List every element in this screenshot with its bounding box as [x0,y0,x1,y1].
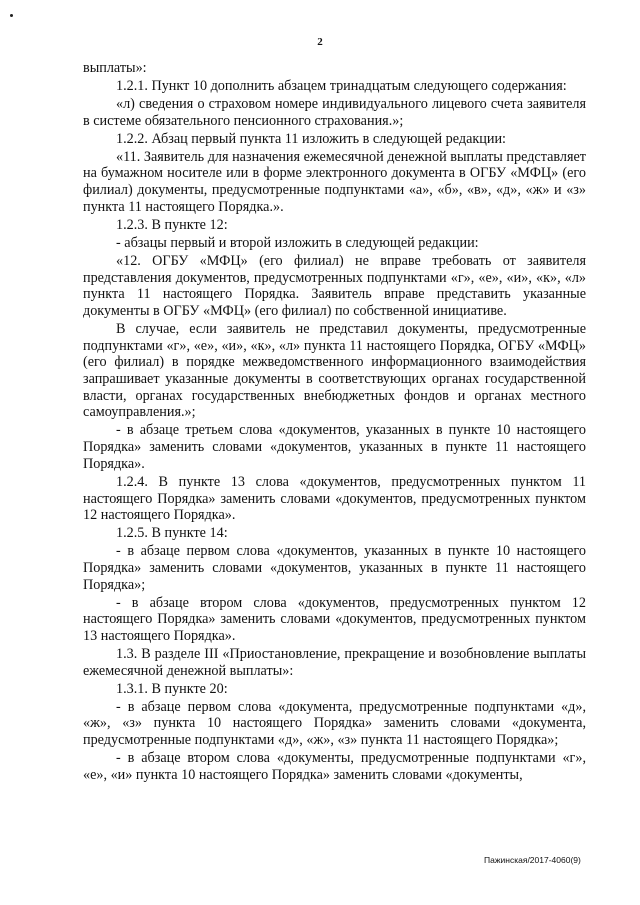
paragraph: 1.3.1. В пункте 20: [116,680,228,697]
paragraph: - в абзаце первом слова «документа, предусмотренные подпунктами «д», «ж», «з» пункта 10 настоящего Порядка» заменить словами «документа, предусмотренные подпунктами «д», «ж», «з» пункта 11 настоящего Порядка»; [83,698,586,749]
paragraph: «л) сведения о страховом номере индивидуального лицевого счета заявителя в системе обязательного пенсионного страхования.»; [83,96,586,129]
paragraph: В случае, если заявитель не представил документы, предусмотренные подпунктами «г», «е», «и», «к», «л» пункта 11 настоящего Порядка, ОГБУ «МФЦ» (его филиал) в порядке межведомственного информационного взаимодействия запрашивает указанные документы в соответствующих органах государственной власти, органах государственных внебюджетных фондов и органах местного самоуправления.»; [83,320,586,421]
paragraph: 1.2.1. Пункт 10 дополнить абзацем тринадцатым следующего содержания: [116,78,567,94]
paragraph: - в абзаце втором слова «документов, предусмотренных пунктом 12 настоящего Порядка» заменить словами «документов, предусмотренных пунктом 13 настоящего Порядка». [83,594,586,645]
paragraph: - в абзаце первом слова «документов, указанных в пункте 10 настоящего Порядка» заменить словами «документов, указанных в пункте 11 настоящего Порядка»; [83,543,586,593]
footer-code: Пажинская/2017-4060(9) [484,855,581,865]
paragraph: 1.2.3. В пункте 12: [116,216,228,233]
document-body [83,60,586,785]
paragraph: 1.2.4. В пункте 13 слова «документов, предусмотренных пунктом 11 настоящего Порядка» заменить словами «документов, предусмотренных пунктом 12 настоящего Порядка». [83,473,586,524]
scan-speck [10,14,13,17]
page-number: 2 [317,36,323,48]
paragraph: - в абзаце третьем слова «документов, указанных в пункте 10 настоящего Порядка» заменить словами «документов, указанных в пункте 11 настоящего Порядка». [83,422,586,472]
paragraph: выплаты»: [83,60,147,76]
paragraph: 1.2.2. Абзац первый пункта 11 изложить в следующей редакции: [116,130,506,147]
paragraph: «11. Заявитель для назначения ежемесячной денежной выплаты представляет на бумажном носителе или в форме электронного документа в ОГБУ «МФЦ» (его филиал) документы, предусмотренные подпунктами «а», «б», «в», «д», «ж» и «з» пункта 11 настоящего Порядка.». [83,148,586,215]
paragraph: «12. ОГБУ «МФЦ» (его филиал) не вправе требовать от заявителя представления документов, предусмотренных подпунктами «г», «е», «и», «к», «л» пункта 11 настоящего Порядка. Заявитель вправе представить указанные документы в ОГБУ «МФЦ» (его филиал) по собственной инициативе. [83,252,586,319]
paragraph: - абзацы первый и второй изложить в следующей редакции: [116,234,479,251]
paragraph: 1.2.5. В пункте 14: [116,525,228,542]
paragraph: 1.3. В разделе III «Приостановление, прекращение и возобновление выплаты ежемесячной денежной выплаты»: [83,646,586,679]
paragraph: - в абзаце втором слова «документы, предусмотренные подпунктами «г», «е», «и» пункта 10 настоящего Порядка» заменить словами «документы, [83,750,586,783]
